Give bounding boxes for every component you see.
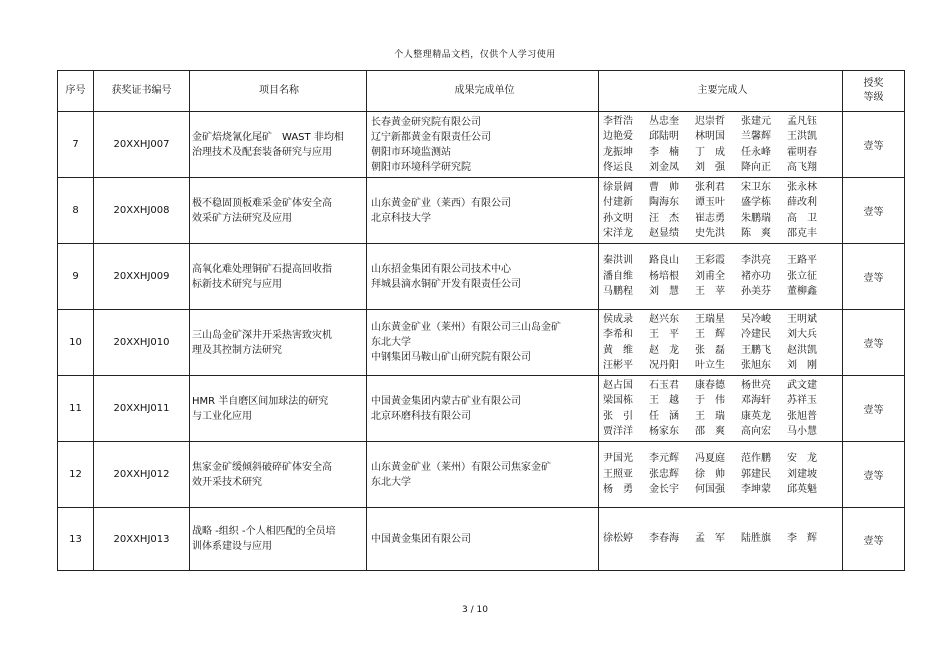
contributor-name: 邱英魁 [787,484,817,496]
contributor-name: 陆胜旗 [741,533,771,545]
contributor-row [603,226,842,242]
table-row [58,112,905,178]
contributor-row [603,393,842,409]
project-name-line: 效采矿方法研究及应用 [192,212,292,224]
contributor-name: 林明国 [695,131,725,142]
contributor-row [603,378,842,394]
contributor-name: 潘自维 [603,270,633,282]
contributor-name: 冷建民 [741,329,771,340]
completion-units [367,112,599,178]
contributor-name: 孙文明 [603,212,633,224]
completion-unit: 东北大学 [371,337,411,348]
contributor-name: 梁国栋 [603,395,633,406]
completion-units [367,442,599,508]
contributor-name: 路良山 [649,255,679,267]
col-header-project: 项目名称 [190,71,367,112]
contributor-name: 霍明春 [787,146,817,158]
contributor-name: 邵克丰 [787,228,817,239]
contributor-name: 叶立生 [695,360,725,371]
completion-units [367,508,599,571]
project-name-line: HMR 半自磨区间加球法的研究 [192,395,329,407]
contributor-name: 徐 帅 [695,468,725,480]
completion-unit: 中钢集团马鞍山矿山研究院有限公司 [371,352,531,363]
project-name-line: 与工业化应用 [192,410,252,422]
contributor-row [603,129,842,145]
completion-unit: 东北大学 [371,476,411,488]
contributor-name: 陶海东 [649,197,679,208]
contributor-row [603,531,842,547]
table-row [58,244,905,310]
contributor-name: 苏祥玉 [787,395,817,406]
contributor-row [603,482,842,498]
project-name [190,244,367,310]
contributor-name: 李坤蒙 [741,484,771,496]
contributor-name: 张永林 [787,181,817,193]
completion-unit: 拜城县滴水铜矿开发有限责任公司 [371,278,521,290]
contributor-name: 孙美芬 [741,286,771,298]
contributor-name: 邓海轩 [741,395,771,406]
contributor-name: 冯夏庭 [695,453,725,465]
row-number: 10 [58,310,94,376]
award-grade: 壹等 [843,508,905,571]
main-contributors [599,376,843,442]
contributor-name: 朱鹏瑞 [741,212,771,224]
contributor-row [603,327,842,343]
project-name-line: 战略 -组织 -个人相匹配的全员培 [192,526,336,537]
contributor-name: 高 卫 [787,212,817,224]
contributor-name: 侯成录 [603,313,633,325]
contributor-name: 张 磊 [695,344,725,356]
completion-unit: 山东黄金矿业（莱州）有限公司三山岛金矿 [371,322,561,333]
contributor-name: 李元辉 [649,453,679,465]
certificate-number: 20XXHJ009 [94,244,190,310]
row-number: 8 [58,178,94,244]
contributor-name: 王照亚 [603,468,633,480]
contributor-name: 陈 爽 [741,228,771,239]
contributor-name: 杨培根 [649,270,679,282]
table-row [58,376,905,442]
project-name-line: 三山岛金矿深井开采热害致灾机 [192,329,332,341]
contributor-row [603,467,842,483]
contributor-name: 王 苹 [695,286,725,298]
contributor-name: 吴冷峻 [741,313,771,325]
contributor-name: 王明斌 [787,313,817,325]
completion-unit: 中国黄金集团内蒙古矿业有限公司 [371,395,521,407]
contributor-name: 刘大兵 [787,329,817,340]
contributor-name: 张旭普 [787,410,817,422]
contributor-list [603,253,842,300]
contributor-name: 李希和 [603,329,633,340]
project-name-line: 治理技术及配套装备研究与应用 [192,146,332,158]
contributor-name: 徐松婷 [603,533,633,545]
contributor-name: 张利君 [695,181,725,193]
main-contributors [599,244,843,310]
col-header-no: 序号 [58,71,94,112]
contributor-name: 王 平 [649,329,679,340]
contributor-row [603,114,842,130]
contributor-name: 王 辉 [695,329,725,340]
contributor-list [603,114,842,176]
contributor-row [603,409,842,425]
award-table [57,70,905,571]
contributor-name: 王 越 [649,395,679,406]
contributor-name: 孟凡钰 [787,115,817,127]
contributor-name: 张旭东 [741,360,771,371]
contributor-name: 王瑞星 [695,313,725,325]
award-grade: 壹等 [843,310,905,376]
contributor-name: 李 楠 [649,146,679,158]
contributor-name: 付建新 [603,197,633,208]
contributor-row [603,145,842,161]
project-name-line: 效开采技术研究 [192,476,262,488]
col-header-people: 主要完成人 [599,71,843,112]
contributor-name: 王 瑞 [695,410,725,422]
row-number: 12 [58,442,94,508]
page-number: 3 / 10 [462,605,488,615]
completion-unit: 北京科技大学 [371,212,431,224]
main-contributors [599,442,843,508]
contributor-name: 赵占国 [603,379,633,391]
contributor-name: 安 龙 [787,453,817,465]
project-name-line: 理及其控制方法研究 [192,344,282,356]
contributor-name: 赵显绩 [649,228,679,239]
completion-unit: 朝阳市环境科学研究院 [371,161,471,173]
table-row [58,442,905,508]
project-name-line: 训体系建设与应用 [192,541,272,552]
contributor-name: 邵 爽 [695,426,725,437]
contributor-name: 杨 勇 [603,484,633,496]
project-name [190,508,367,571]
contributor-name: 王彩霞 [695,255,725,267]
certificate-number: 20XXHJ011 [94,376,190,442]
contributor-row [603,160,842,176]
row-number: 9 [58,244,94,310]
table-row [58,178,905,244]
project-name [190,178,367,244]
contributor-name: 王鹏飞 [741,344,771,356]
col-header-grade-line1: 授奖 [863,78,884,89]
col-header-grade [843,71,905,112]
contributor-row [603,451,842,467]
contributor-name: 兰馨辉 [741,131,771,142]
contributor-row [603,424,842,440]
contributor-name: 王洪凯 [787,131,817,142]
award-grade: 壹等 [843,442,905,508]
contributor-name: 边艳爱 [603,131,633,142]
contributor-name: 董柳鑫 [787,286,817,298]
contributor-name: 李哲浩 [603,115,633,127]
completion-unit: 长春黄金研究院有限公司 [371,116,481,128]
contributor-name: 宋卫东 [741,181,771,193]
contributor-name: 于 伟 [695,395,725,406]
contributor-name: 刘甫全 [695,270,725,282]
header-note: 个人整理精品文档，仅供个人学习使用 [394,50,556,60]
completion-unit: 山东黄金矿业（莱州）有限公司焦家金矿 [371,461,551,473]
contributor-list [603,378,842,440]
contributor-name: 褚亦功 [741,270,771,282]
main-contributors [599,310,843,376]
contributor-row [603,343,842,359]
certificate-number: 20XXHJ012 [94,442,190,508]
contributor-name: 高向宏 [741,426,771,437]
table-header-row [58,71,905,112]
contributor-row [603,358,842,374]
contributor-row [603,284,842,300]
contributor-name: 薛改利 [787,197,817,208]
contributor-name: 赵洪凯 [787,344,817,356]
contributor-name: 崔志勇 [695,212,725,224]
contributor-name: 况丹阳 [649,360,679,371]
contributor-name: 谭玉叶 [695,197,725,208]
contributor-name: 武文建 [787,379,817,391]
contributor-name: 马小慧 [787,426,817,437]
certificate-number: 20XXHJ008 [94,178,190,244]
completion-units [367,376,599,442]
table-row [58,508,905,571]
row-number: 7 [58,112,94,178]
project-name-line: 极不稳固顶板难采金矿体安全高 [192,197,332,209]
contributor-name: 张建元 [741,115,771,127]
award-grade: 壹等 [843,112,905,178]
contributor-name: 刘 刚 [787,360,817,371]
contributor-name: 李洪亮 [741,255,771,267]
contributor-row [603,180,842,196]
contributor-name: 杨世亮 [741,379,771,391]
contributor-name: 汪 杰 [649,212,679,224]
project-name-line: 焦家金矿缓倾斜破碎矿体安全高 [192,461,332,473]
contributor-list [603,312,842,374]
contributor-name: 史先洪 [695,228,725,239]
contributor-name: 刘建坡 [787,468,817,480]
award-grade: 壹等 [843,178,905,244]
contributor-name: 刘 强 [695,162,725,173]
main-contributors [599,112,843,178]
contributor-name: 康英龙 [741,410,771,422]
contributor-row [603,253,842,269]
award-grade: 壹等 [843,376,905,442]
contributor-name: 马鹏程 [603,286,633,298]
contributor-name: 黄 维 [603,344,633,356]
certificate-number: 20XXHJ013 [94,508,190,571]
contributor-name: 杨家东 [649,426,679,437]
contributor-name: 赵兴东 [649,313,679,325]
contributor-name: 任永峰 [741,146,771,158]
award-grade: 壹等 [843,244,905,310]
completion-units [367,310,599,376]
contributor-name: 曹 帅 [649,181,679,193]
contributor-list [603,180,842,242]
contributor-row [603,269,842,285]
completion-units [367,244,599,310]
contributor-name: 何国强 [695,484,725,496]
row-number: 13 [58,508,94,571]
col-header-grade-line2: 等级 [863,92,884,103]
contributor-row [603,211,842,227]
contributor-name: 龙振坤 [603,146,633,158]
contributor-name: 张立征 [787,270,817,282]
contributor-name: 宋洋龙 [603,228,633,239]
contributor-name: 邱陆明 [649,131,679,142]
contributor-name: 降向正 [741,162,771,173]
contributor-name: 王路平 [787,255,817,267]
project-name [190,310,367,376]
contributor-name: 佟运良 [603,162,633,173]
completion-unit: 朝阳市环境监测站 [371,146,451,158]
contributor-row [603,312,842,328]
contributor-name: 石玉君 [649,379,679,391]
col-header-unit: 成果完成单位 [367,71,599,112]
contributor-name: 高飞翔 [787,162,817,173]
completion-unit: 中国黄金集团有限公司 [371,533,471,545]
contributor-list [603,451,842,498]
certificate-number: 20XXHJ010 [94,310,190,376]
contributor-name: 刘金凤 [649,162,679,173]
contributor-name: 范作鹏 [741,453,771,465]
main-contributors [599,508,843,571]
contributor-row [603,195,842,211]
completion-unit: 山东黄金矿业（莱西）有限公司 [371,197,511,209]
main-contributors [599,178,843,244]
contributor-name: 迟崇哲 [695,115,725,127]
contributor-name: 李 辉 [787,533,817,545]
contributor-name: 康春德 [695,379,725,391]
project-name [190,376,367,442]
contributor-name: 孟 军 [695,533,725,545]
completion-unit: 北京环磨科技有限公司 [371,410,471,422]
col-header-cert: 获奖证书编号 [94,71,190,112]
contributor-name: 郭建民 [741,468,771,480]
contributor-name: 李春海 [649,533,679,545]
certificate-number: 20XXHJ007 [94,112,190,178]
project-name [190,112,367,178]
row-number: 11 [58,376,94,442]
contributor-name: 徐景阔 [603,181,633,193]
contributor-name: 秦洪训 [603,255,633,267]
contributor-name: 赵 龙 [649,344,679,356]
contributor-name: 尹国光 [603,453,633,465]
contributor-name: 张忠辉 [649,468,679,480]
contributor-name: 汪彬平 [603,360,633,371]
project-name-line: 高氧化难处理铜矿石提高回收指 [192,263,332,275]
completion-unit: 山东招金集团有限公司技术中心 [371,263,511,275]
contributor-name: 丛忠奎 [649,115,679,127]
contributor-name: 丁 成 [695,146,725,158]
table-row [58,310,905,376]
contributor-name: 刘 慧 [649,286,679,298]
contributor-name: 张 引 [603,410,633,422]
contributor-list [603,531,842,547]
completion-unit: 辽宁新都黄金有限责任公司 [371,131,491,143]
contributor-name: 金长宇 [649,484,679,496]
project-name [190,442,367,508]
contributor-name: 贾洋洋 [603,426,633,437]
completion-units [367,178,599,244]
contributor-name: 盛学栋 [741,197,771,208]
contributor-name: 任 涵 [649,410,679,422]
project-name-line: 金矿焙烧氰化尾矿 WAST 非均相 [192,131,344,143]
project-name-line: 标新技术研究与应用 [192,278,282,290]
